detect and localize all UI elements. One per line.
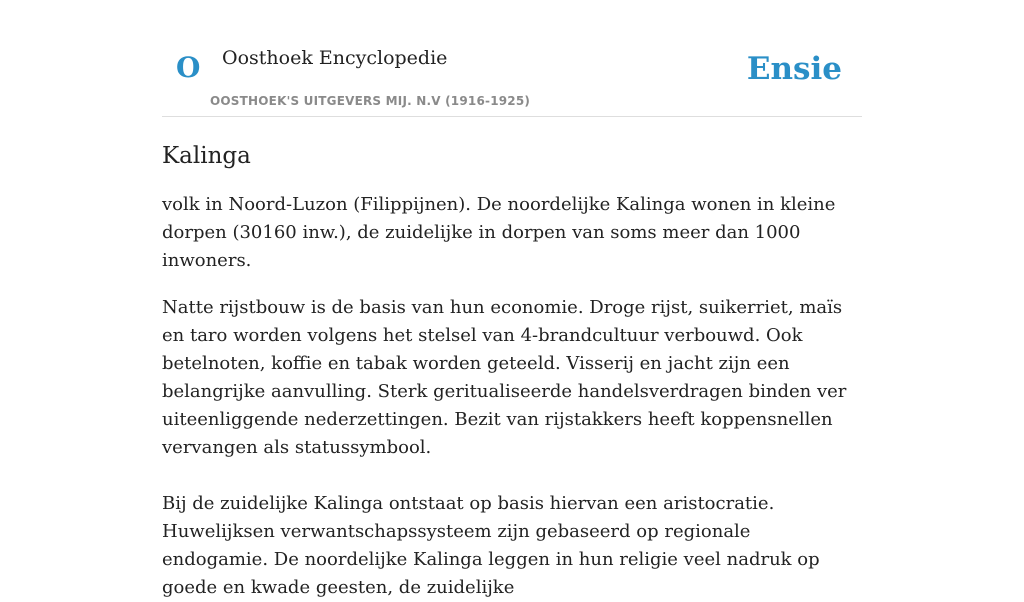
- paragraph: Natte rijstbouw is de basis van hun economie. Droge rijst, suikerriet, maïs en taro worden volgens het stelsel van 4-brandcultuur verbouwd. Ook betelnoten, koffie en tabak worden geteeld. Visserij en jacht zijn een belangrijke aanvulling. Sterk geritualiseerde handelsverdragen binden ver uiteenliggende nederzettingen. Bezit van rijstakkers heeft koppensnellen vervangen als statussymbool.: [162, 297, 847, 458]
- paragraph: Bij de zuidelijke Kalinga ontstaat op basis hiervan een aristocratie. Huwelijksen verwantschapssysteem zijn gebaseerd op regionale endogamie. De noordelijke Kalinga leggen in hun religie veel nadruk op goede en kwade geesten, de zuidelijke: [162, 493, 820, 598]
- source-logo[interactable]: O: [176, 51, 201, 84]
- ensie-logo-link[interactable]: Ensie: [746, 51, 842, 87]
- source-subtitle: OOSTHOEK'S UITGEVERS MIJ. N.V (1916-1925): [210, 94, 531, 108]
- source-header: [162, 0, 862, 117]
- entry-title: Kalinga: [162, 143, 251, 169]
- source-title-link[interactable]: Oosthoek Encyclopedie: [222, 47, 448, 69]
- paragraph: volk in Noord-Luzon (Filippijnen). De noordelijke Kalinga wonen in kleine dorpen (30160 inw.), de zuidelijke in dorpen van soms meer dan 1000 inwoners.: [162, 194, 836, 271]
- page-container: [162, 0, 862, 602]
- entry-body: [162, 191, 862, 602]
